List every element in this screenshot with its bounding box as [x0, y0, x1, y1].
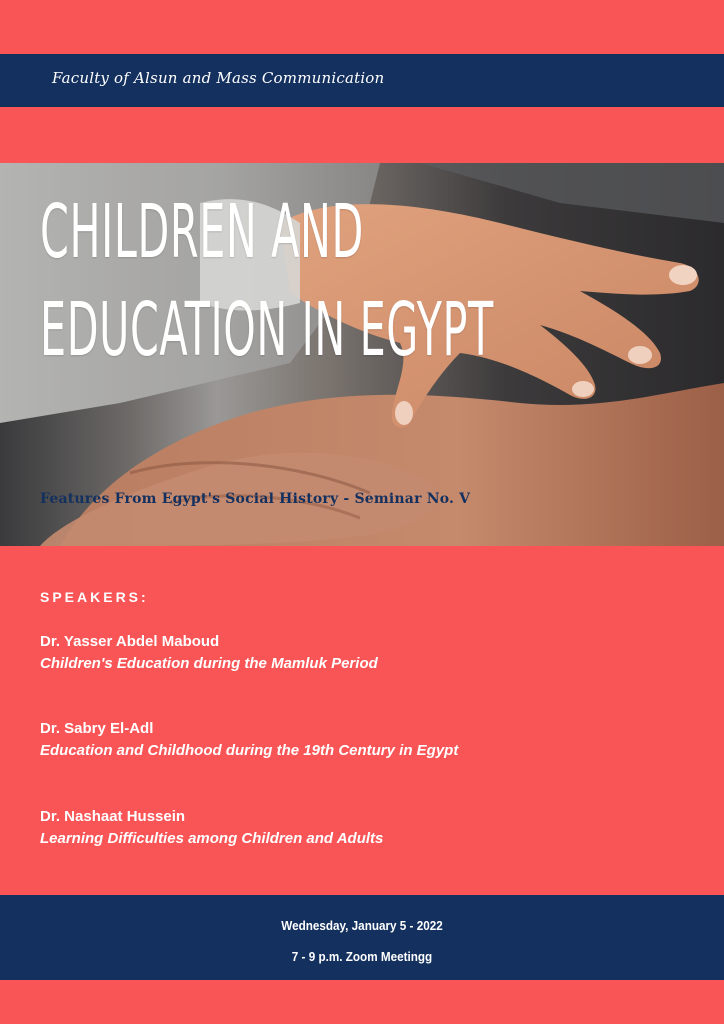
hero-photo: [0, 163, 724, 546]
speakers-heading: SPEAKERS:: [40, 589, 149, 605]
speaker-name: Dr. Nashaat Hussein: [40, 808, 186, 825]
speaker-3: [40, 806, 383, 850]
speaker-1: [40, 631, 378, 675]
speaker-2: [40, 718, 458, 762]
title-line-1: CHILDREN AND: [40, 189, 364, 275]
title-line-2: EDUCATION IN EGYPT: [40, 287, 494, 373]
event-title: [40, 183, 494, 379]
event-details-band: [0, 895, 724, 980]
speaker-talk: Learning Difficulties among Children and Adults: [40, 830, 384, 847]
speaker-talk: Education and Childhood during the 19th Century in Egypt: [40, 742, 459, 759]
speaker-talk: Children's Education during the Mamluk Period: [40, 655, 378, 672]
faculty-name: Faculty of Alsun and Mass Communication: [52, 69, 385, 87]
event-time: 7 - 9 p.m. Zoom Meetingg: [291, 949, 433, 964]
seminar-subtitle: Features From Egypt's Social History - Seminar No. V: [40, 491, 471, 507]
speaker-name: Dr. Sabry El-Adl: [40, 720, 154, 737]
speaker-name: Dr. Yasser Abdel Maboud: [40, 633, 220, 650]
header-band: [0, 54, 724, 107]
event-date: Wednesday, January 5 - 2022: [281, 918, 443, 933]
